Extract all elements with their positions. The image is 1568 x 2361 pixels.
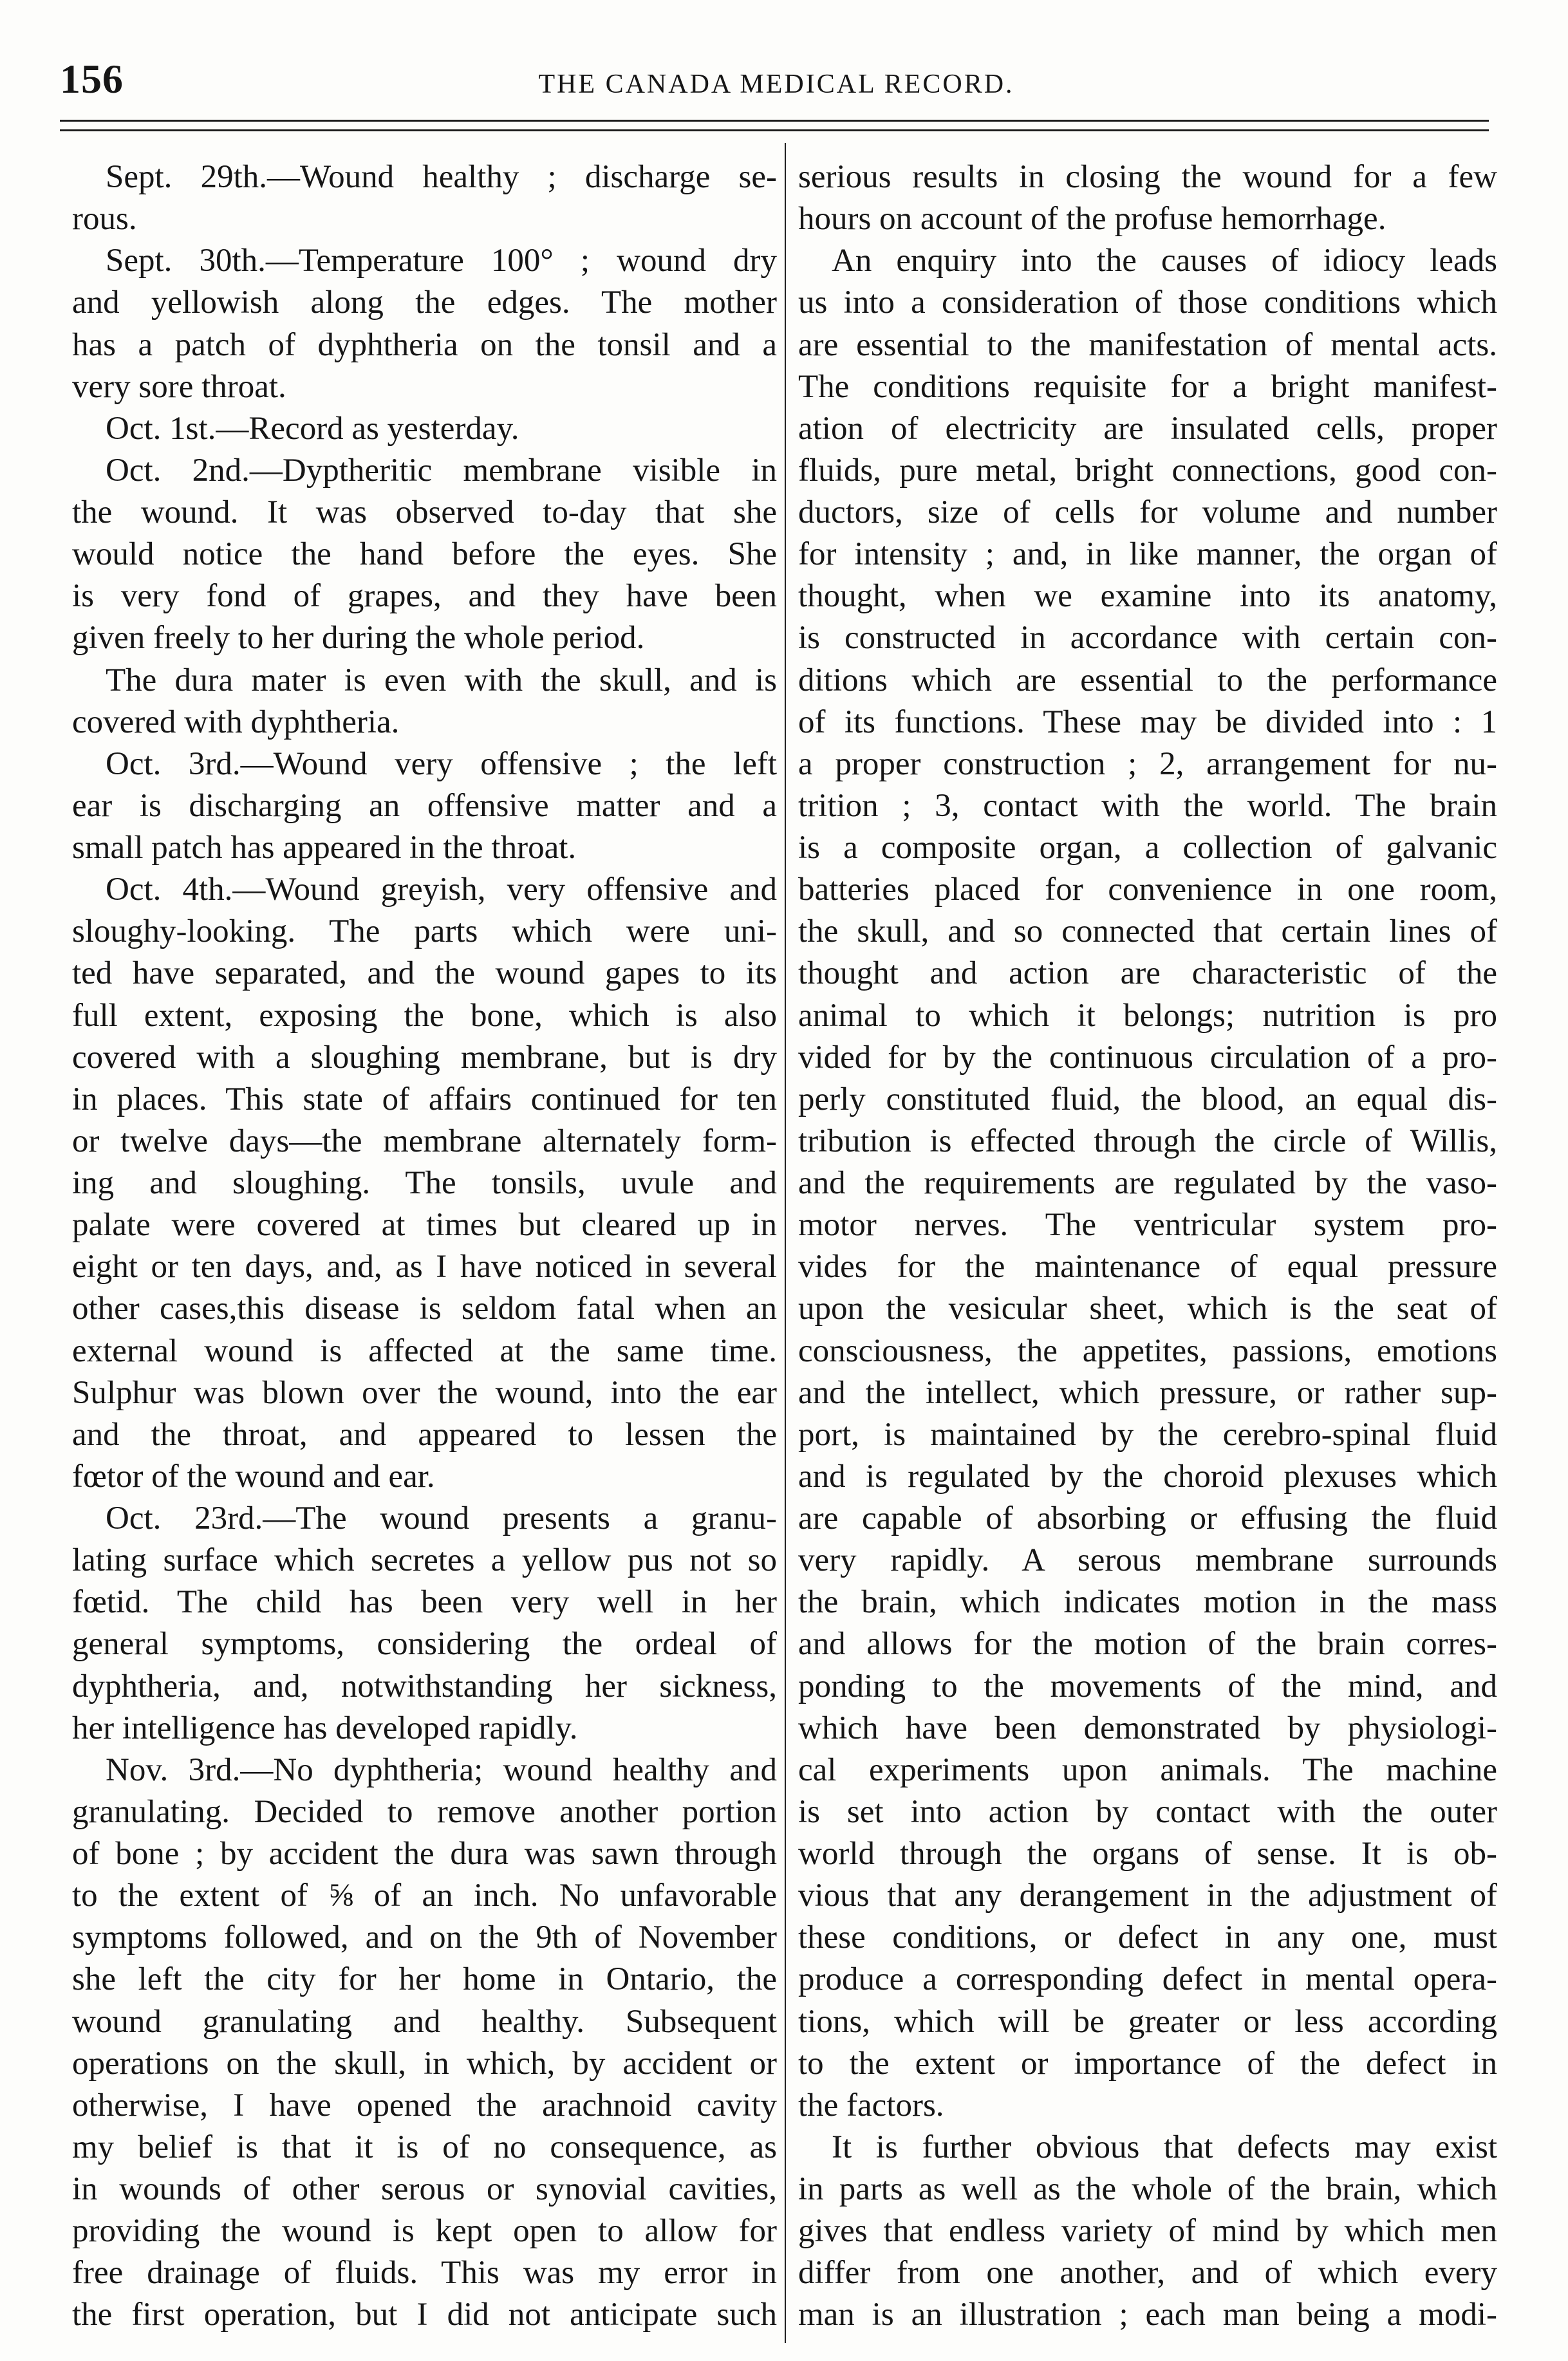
text-line: fœtid. The child has been very well in her	[72, 1584, 777, 1621]
text-line: hours on account of the profuse hemorrhage.	[798, 201, 1386, 238]
text-line: consciousness, the appetites, passions, emotions	[798, 1332, 1497, 1369]
text-line: tions, which will be greater or less according	[798, 2003, 1497, 2040]
running-header	[0, 0, 1568, 142]
text-line: and the intellect, which pressure, or rather sup-	[798, 1374, 1497, 1411]
text-line: general symptoms, considering the ordeal of	[72, 1626, 777, 1663]
text-line: to the extent or importance of the defect in	[798, 2045, 1497, 2082]
text-line: for intensity ; and, in like manner, the organ of	[798, 536, 1497, 573]
paragraph	[798, 2127, 1497, 2337]
page-number: 156	[60, 56, 124, 102]
text-line: the brain, which indicates motion in the mass	[798, 1584, 1497, 1621]
text-line: symptoms followed, and on the 9th of November	[72, 1919, 777, 1956]
text-line: cal experiments upon animals. The machine	[798, 1751, 1497, 1788]
text-line: ductors, size of cells for volume and number	[798, 494, 1497, 530]
text-line: The conditions requisite for a bright manifest-	[798, 368, 1497, 405]
text-line: ponding to the movements of the mind, and	[798, 1668, 1497, 1704]
text-line: world through the organs of sense. It is ob-	[798, 1836, 1497, 1872]
right-column	[798, 156, 1497, 2337]
text-line: thought, when we examine into its anatomy,	[798, 578, 1497, 615]
text-line: fluids, pure metal, bright connections, good con-	[798, 452, 1497, 489]
text-line: Nov. 3rd.—No dyphtheria; wound healthy and	[106, 1751, 777, 1788]
paragraph	[72, 660, 777, 743]
text-line: vided for by the continuous circulation of a pro-	[798, 1039, 1497, 1076]
text-line: very sore throat.	[72, 368, 286, 405]
text-line: in wounds of other serous or synovial cavities,	[72, 2171, 777, 2207]
text-line: Oct. 4th.—Wound greyish, very offensive and	[106, 872, 777, 908]
text-line: Oct. 2nd.—Dyptheritic membrane visible in	[106, 452, 777, 489]
text-line: Sept. 29th.—Wound healthy ; discharge se-	[106, 159, 777, 195]
text-line: Oct. 1st.—Record as yesterday.	[106, 410, 519, 447]
paragraph	[72, 240, 777, 408]
paragraph	[798, 156, 1497, 240]
text-line: full extent, exposing the bone, which is also	[72, 997, 777, 1034]
text-line: ear is discharging an offensive matter and a	[72, 787, 777, 824]
text-line: eight or ten days, and, as I have noticed in several	[72, 1249, 777, 1285]
text-line: ditions which are essential to the performance	[798, 662, 1497, 698]
text-line: these conditions, or defect in any one, must	[798, 1919, 1497, 1956]
header-double-rule-top	[60, 120, 1489, 122]
text-line: It is further obvious that defects may exist	[832, 2129, 1497, 2165]
text-line: in places. This state of affairs continued for ten	[72, 1081, 777, 1117]
left-column	[72, 156, 777, 2337]
text-line: providing the wound is kept open to allow for	[72, 2213, 777, 2250]
text-line: the skull, and so connected that certain lines of	[798, 913, 1497, 950]
text-line: perly constituted fluid, the blood, an equal dis-	[798, 1081, 1497, 1117]
text-line: the first operation, but I did not anticipate such	[72, 2297, 777, 2333]
text-line: my belief is that it is of no consequence, as	[72, 2129, 777, 2165]
text-line: ation of electricity are insulated cells, proper	[798, 410, 1497, 447]
text-line: covered with a sloughing membrane, but is dry	[72, 1039, 777, 1076]
paragraph	[72, 450, 777, 660]
text-line: is very fond of grapes, and they have been	[72, 578, 777, 615]
text-line: rous.	[72, 201, 137, 238]
text-line: The dura mater is even with the skull, and is	[106, 662, 777, 698]
text-line: and allows for the motion of the brain corres-	[798, 1626, 1497, 1663]
paragraph	[72, 408, 777, 450]
journal-title: THE CANADA MEDICAL RECORD.	[538, 70, 1014, 99]
text-line: wound granulating and healthy. Subsequent	[72, 2003, 777, 2040]
text-line: differ from one another, and of which every	[798, 2255, 1497, 2291]
text-line: us into a consideration of those conditions which	[798, 285, 1497, 321]
text-line: Sept. 30th.—Temperature 100° ; wound dry	[106, 243, 777, 279]
text-line: trition ; 3, contact with the world. The brain	[798, 787, 1497, 824]
text-line: thought and action are characteristic of the	[798, 955, 1497, 992]
text-line: she left the city for her home in Ontario, the	[72, 1961, 777, 1998]
paragraph	[72, 1498, 777, 1750]
text-line: vides for the maintenance of equal pressure	[798, 1249, 1497, 1285]
text-line: is constructed in accordance with certain con-	[798, 620, 1497, 657]
text-line: serious results in closing the wound for a few	[798, 159, 1497, 195]
text-line: operations on the skull, in which, by accident or	[72, 2045, 777, 2082]
text-line: the factors.	[798, 2087, 944, 2123]
text-line: vious that any derangement in the adjustment of	[798, 1878, 1497, 1914]
text-line: very rapidly. A serous membrane surrounds	[798, 1542, 1497, 1579]
paragraph	[72, 156, 777, 240]
text-line: in parts as well as the whole of the brain, which	[798, 2171, 1497, 2207]
text-line: sloughy-looking. The parts which were uni-	[72, 913, 777, 950]
text-line: Sulphur was blown over the wound, into the ear	[72, 1374, 777, 1411]
paragraph	[72, 869, 777, 1498]
text-line: An enquiry into the causes of idiocy leads	[832, 243, 1497, 279]
text-line: would notice the hand before the eyes. She	[72, 536, 777, 573]
text-line: the wound. It was observed to-day that she	[72, 494, 777, 530]
text-line: Oct. 3rd.—Wound very offensive ; the left	[106, 745, 777, 782]
text-line: other cases,this disease is seldom fatal when an	[72, 1291, 777, 1327]
text-line: given freely to her during the whole period.	[72, 620, 645, 657]
header-double-rule-bottom	[60, 129, 1489, 131]
text-line: free drainage of fluids. This was my error in	[72, 2255, 777, 2291]
text-line: man is an illustration ; each man being a modi-	[798, 2297, 1497, 2333]
text-line: produce a corresponding defect in mental opera-	[798, 1961, 1497, 1998]
text-line: otherwise, I have opened the arachnoid cavity	[72, 2087, 777, 2123]
text-line: ted have separated, and the wound gapes to its	[72, 955, 777, 992]
text-line: motor nerves. The ventricular system pro-	[798, 1207, 1497, 1244]
text-line: dyphtheria, and, notwithstanding her sickness,	[72, 1668, 777, 1704]
text-line: fœtor of the wound and ear.	[72, 1458, 435, 1495]
text-line: are essential to the manifestation of mental acts.	[798, 326, 1497, 363]
text-line: covered with dyphtheria.	[72, 704, 400, 740]
text-line: her intelligence has developed rapidly.	[72, 1710, 578, 1746]
text-line: and is regulated by the choroid plexuses which	[798, 1458, 1497, 1495]
text-line: has a patch of dyphtheria on the tonsil and a	[72, 326, 777, 363]
paragraph	[72, 1750, 777, 2337]
column-divider	[785, 143, 786, 2343]
text-line: Oct. 23rd.—The wound presents a granu-	[106, 1500, 777, 1536]
paragraph	[798, 240, 1497, 2127]
text-line: small patch has appeared in the throat.	[72, 830, 577, 866]
text-line: and the throat, and appeared to lessen the	[72, 1416, 777, 1453]
text-line: or twelve days—the membrane alternately form-	[72, 1123, 777, 1159]
text-line: batteries placed for convenience in one room,	[798, 872, 1497, 908]
text-line: upon the vesicular sheet, which is the seat of	[798, 1291, 1497, 1327]
text-line: animal to which it belongs; nutrition is pro	[798, 997, 1497, 1034]
text-line: of bone ; by accident the dura was sawn through	[72, 1836, 777, 1872]
text-line: and the requirements are regulated by the vaso-	[798, 1165, 1497, 1201]
text-line: a proper construction ; 2, arrangement for nu-	[798, 745, 1497, 782]
text-line: is set into action by contact with the outer	[798, 1793, 1497, 1830]
text-line: of its functions. These may be divided into : 1	[798, 704, 1497, 740]
text-line: tribution is effected through the circle of Willis,	[798, 1123, 1497, 1159]
paragraph	[72, 743, 777, 869]
text-line: to the extent of ⅝ of an inch. No unfavorable	[72, 1878, 777, 1914]
text-line: port, is maintained by the cerebro-spinal fluid	[798, 1416, 1497, 1453]
text-line: are capable of absorbing or effusing the fluid	[798, 1500, 1497, 1536]
text-line: and yellowish along the edges. The mother	[72, 285, 777, 321]
text-line: gives that endless variety of mind by which men	[798, 2213, 1497, 2250]
text-line: which have been demonstrated by physiologi-	[798, 1710, 1497, 1746]
text-line: granulating. Decided to remove another portion	[72, 1793, 777, 1830]
text-line: is a composite organ, a collection of galvanic	[798, 830, 1497, 866]
text-line: ing and sloughing. The tonsils, uvule and	[72, 1165, 777, 1201]
text-line: external wound is affected at the same time.	[72, 1332, 777, 1369]
text-line: palate were covered at times but cleared up in	[72, 1207, 777, 1244]
text-line: lating surface which secretes a yellow pus not so	[72, 1542, 777, 1579]
